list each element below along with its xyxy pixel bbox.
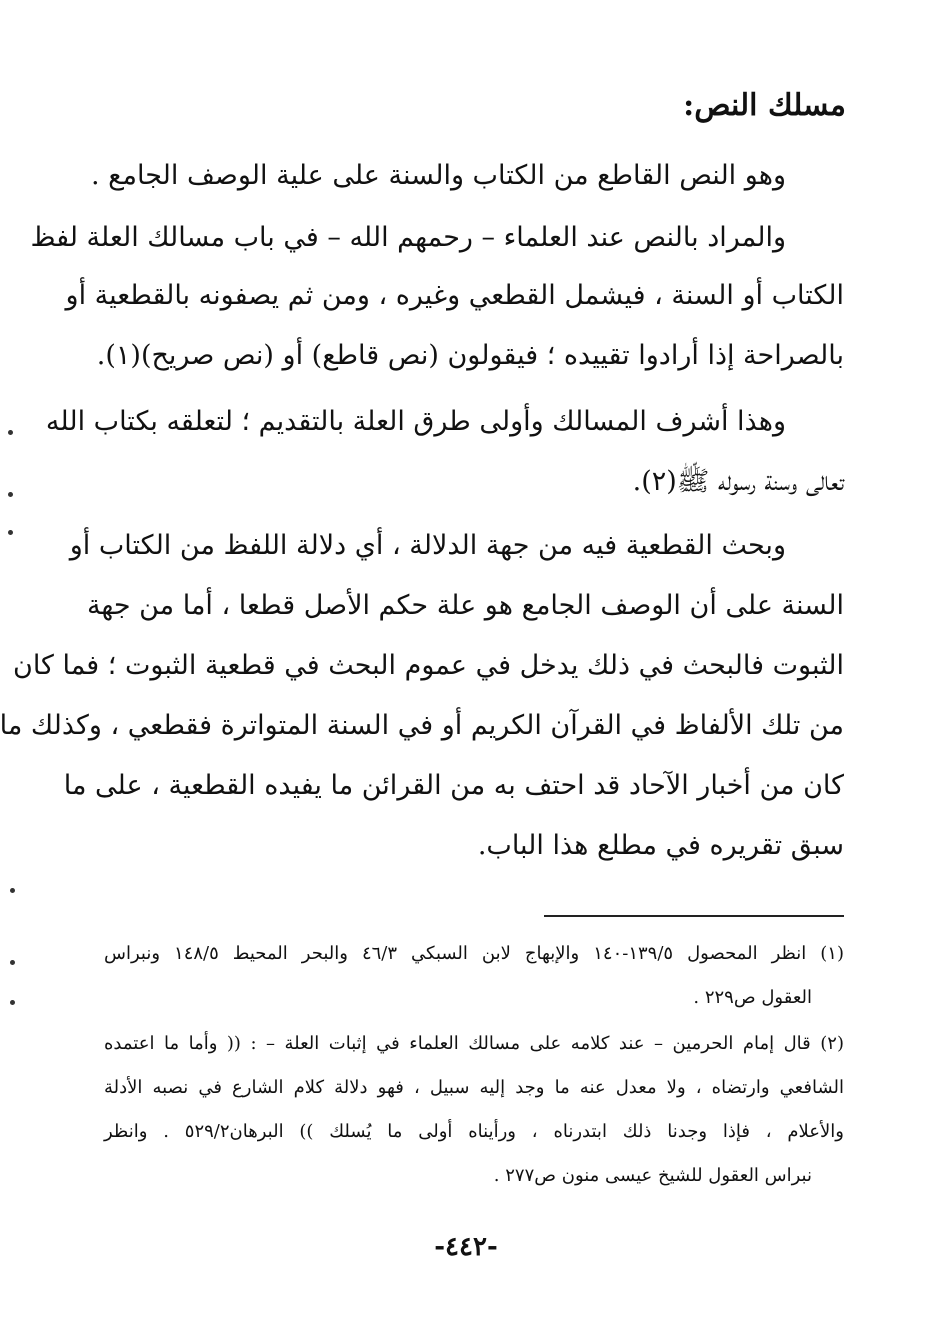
body-line: والمراد بالنص عند العلماء – رحمهم الله – في باب مسالك العلة لفظ (30, 222, 786, 253)
footnote-line: العقول ص٢٢٩ . (693, 987, 812, 1008)
section-heading: مسلك النص: (683, 88, 846, 123)
footnote-line: (١) انظر المحصول ١٣٩/٥-١٤٠ والإبهاج لابن السبكي ٤٦/٣ والبحر المحيط ١٤٨/٥ ونبراس (104, 943, 844, 964)
scan-speck (10, 1000, 15, 1005)
body-line: وهذا أشرف المسالك وأولى طرق العلة بالتقديم ؛ لتعلقه بكتاب الله (45, 406, 786, 437)
footnote-line: الشافعي وارتضاه ، ولا معدل عنه ما وجد إليه سبيل ، فهو دلالة كلام الشارع في نصبه الأدلة (104, 1077, 844, 1098)
body-line: سبق تقريره في مطلع هذا الباب. (477, 830, 844, 861)
page-number: -٤٤٢- (434, 1232, 498, 1262)
scan-speck (10, 888, 15, 893)
body-line: وهو النص القاطع من الكتاب والسنة على علية الوصف الجامع . (91, 160, 786, 191)
footnote-line: والأعلام ، فإذا وجدنا ذلك ابتدرناه ، ورأيناه أولى ما يُسلك )) البرهان٥٢٩/٢ . وانظر (104, 1121, 844, 1142)
body-line: وبحث القطعية فيه من جهة الدلالة ، أي دلالة اللفظ من الكتاب أو (69, 530, 786, 561)
footnote-separator (544, 915, 844, 917)
scan-speck (8, 530, 13, 535)
body-line: بالصراحة إذا أرادوا تقييده ؛ فيقولون (نص قاطع) أو (نص صريح)(١). (96, 340, 844, 371)
scan-speck (8, 430, 13, 435)
scan-speck (8, 492, 13, 497)
footnote-line: نبراس العقول للشيخ عيسى منون ص٢٧٧ . (493, 1165, 812, 1186)
footnote-line: (٢) قال إمام الحرمين – عند كلامه على مسالك العلماء في إثبات العلة – : (( وأما ما اعتمده (104, 1033, 844, 1054)
body-line: السنة على أن الوصف الجامع هو علة حكم الأصل قطعا ، أما من جهة (86, 590, 844, 621)
body-line: كان من أخبار الآحاد قد احتف به من القرائن ما يفيده القطعية ، على ما (63, 770, 844, 801)
scan-speck (10, 960, 15, 965)
body-line: تعالى وسنة رسوله ﷺ(٢). (632, 466, 844, 497)
body-line: الثبوت فالبحث في ذلك يدخل في عموم البحث في قطعية الثبوت ؛ فما كان (12, 650, 844, 681)
body-line: الكتاب أو السنة ، فيشمل القطعي وغيره ، ومن ثم يصفونه بالقطعية أو (65, 280, 844, 311)
body-line: من تلك الألفاظ في القرآن الكريم أو في السنة المتواترة فقطعي ، وكذلك ما (0, 710, 844, 741)
